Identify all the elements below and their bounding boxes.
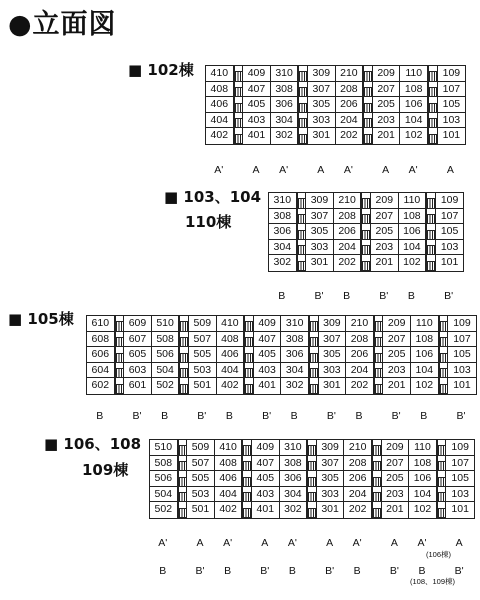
unit-cell: 404 (215, 487, 243, 503)
unit-cell: 108 (399, 209, 427, 225)
unit-cell: 204 (344, 487, 372, 503)
unit-cell: 205 (382, 471, 410, 487)
unit-cell: 301 (306, 255, 334, 271)
unit-type-label: A (252, 164, 260, 176)
unit-cell: 201 (371, 255, 399, 271)
unit-cell: 104 (400, 113, 428, 129)
unit-cell: 306 (271, 97, 299, 113)
unit-cell: 507 (187, 456, 215, 472)
unit-type-label: B' (197, 410, 207, 422)
unit-cell: 509 (187, 440, 215, 456)
page-title: ●立面図 (8, 9, 117, 40)
unit-type-label: B (355, 410, 363, 422)
building-grid (86, 315, 477, 395)
unit-cell: 401 (243, 128, 271, 144)
building-grid (205, 65, 466, 145)
unit-cell: 309 (306, 193, 334, 209)
unit-cell: 207 (383, 332, 411, 348)
building-label: ■ 102棟 (128, 61, 194, 79)
unit-cell: 402 (217, 378, 245, 394)
unit-cell: 408 (206, 82, 234, 98)
unit-cell: 209 (373, 66, 401, 82)
unit-cell: 203 (382, 487, 410, 503)
unit-type-label: B' (454, 565, 464, 577)
stairwell-shaft (234, 66, 244, 144)
unit-type-label: A (196, 537, 204, 549)
unit-type-label: B (278, 290, 286, 302)
stairwell-shaft (428, 66, 438, 144)
stairwell-shaft (437, 440, 447, 518)
unit-cell: 305 (317, 471, 345, 487)
unit-cell: 603 (124, 363, 152, 379)
unit-cell: 106 (409, 471, 437, 487)
stairwell-shaft (297, 193, 307, 271)
unit-cell: 102 (409, 502, 437, 518)
unit-cell: 101 (442, 129, 461, 142)
unit-cell: 301 (319, 378, 347, 394)
unit-cell: 103 (436, 240, 464, 256)
unit-type-label: A' (343, 164, 353, 176)
unit-cell: 304 (271, 113, 299, 129)
stairwell-shaft (309, 316, 319, 394)
unit-cell: 105 (448, 347, 476, 363)
unit-cell: 410 (215, 440, 243, 456)
unit-cell: 101 (440, 256, 459, 269)
unit-cell: 409 (243, 66, 271, 82)
unit-cell: 305 (308, 97, 336, 113)
building-label: 109棟 (82, 461, 129, 479)
unit-cell: 202 (334, 255, 362, 271)
stairwell-shaft (115, 316, 125, 394)
unit-type-label: B (420, 410, 428, 422)
unit-cell: 309 (317, 440, 345, 456)
unit-type-label: B' (444, 290, 454, 302)
unit-cell: 604 (87, 363, 115, 379)
unit-cell: 210 (336, 66, 364, 82)
unit-type-label: A (261, 537, 269, 549)
unit-cell: 206 (334, 224, 362, 240)
building-label: 110棟 (185, 213, 232, 231)
stairwell-shaft (363, 66, 373, 144)
unit-cell: 203 (383, 363, 411, 379)
unit-cell: 608 (87, 332, 115, 348)
unit-cell: 405 (254, 347, 282, 363)
unit-cell: 304 (280, 487, 308, 503)
unit-cell: 210 (334, 193, 362, 209)
unit-type-label: A (446, 164, 454, 176)
unit-cell: 206 (346, 347, 374, 363)
unit-type-label: B' (132, 410, 142, 422)
unit-cell: 406 (206, 97, 234, 113)
unit-cell: 110 (400, 66, 428, 82)
unit-cell: 410 (217, 316, 245, 332)
unit-cell: 201 (373, 128, 401, 144)
unit-cell: 405 (252, 471, 280, 487)
stairwell-shaft (178, 440, 188, 518)
unit-cell: 308 (281, 332, 309, 348)
unit-type-label: B' (325, 565, 335, 577)
unit-cell: 310 (271, 66, 299, 82)
unit-cell: 205 (371, 224, 399, 240)
stairwell-shaft (361, 193, 371, 271)
unit-cell: 303 (306, 240, 334, 256)
type-note: (108、109棟) (410, 577, 456, 586)
unit-cell: 504 (150, 487, 178, 503)
unit-cell: 407 (252, 456, 280, 472)
unit-type-label: B' (456, 410, 466, 422)
unit-cell: 303 (308, 113, 336, 129)
unit-type-label: A' (223, 537, 233, 549)
unit-type-label: B (407, 290, 415, 302)
unit-cell: 601 (124, 378, 152, 394)
unit-cell: 401 (254, 378, 282, 394)
stairwell-shaft (307, 440, 317, 518)
unit-cell: 208 (346, 332, 374, 348)
unit-cell: 205 (383, 347, 411, 363)
unit-cell: 203 (373, 113, 401, 129)
unit-type-label: A (390, 537, 398, 549)
unit-type-label: B (353, 565, 361, 577)
unit-cell: 308 (280, 456, 308, 472)
unit-cell: 109 (446, 440, 474, 456)
unit-cell: 306 (281, 347, 309, 363)
unit-cell: 203 (371, 240, 399, 256)
unit-cell: 209 (371, 193, 399, 209)
unit-cell: 410 (206, 66, 234, 82)
unit-cell: 110 (411, 316, 439, 332)
unit-type-label: B (343, 290, 351, 302)
unit-cell: 102 (399, 255, 427, 271)
unit-cell: 502 (150, 502, 178, 518)
unit-cell: 506 (152, 347, 180, 363)
unit-cell: 407 (243, 82, 271, 98)
unit-cell: 310 (281, 316, 309, 332)
unit-cell: 204 (346, 363, 374, 379)
unit-cell: 104 (411, 363, 439, 379)
unit-cell: 404 (206, 113, 234, 129)
unit-cell: 106 (400, 97, 428, 113)
unit-cell: 209 (383, 316, 411, 332)
unit-cell: 403 (252, 487, 280, 503)
unit-type-label: B' (379, 290, 389, 302)
unit-cell: 101 (453, 379, 471, 392)
unit-cell: 505 (187, 471, 215, 487)
unit-cell: 204 (334, 240, 362, 256)
unit-cell: 302 (271, 128, 299, 144)
unit-type-label: B (159, 565, 167, 577)
unit-cell: 508 (150, 456, 178, 472)
unit-type-label: A (326, 537, 334, 549)
unit-cell: 310 (280, 440, 308, 456)
unit-cell: 302 (280, 502, 308, 518)
unit-cell: 107 (446, 456, 474, 472)
stairwell-shaft (439, 316, 449, 394)
unit-type-label: B (96, 410, 104, 422)
unit-cell: 610 (87, 316, 115, 332)
unit-cell: 605 (124, 347, 152, 363)
unit-cell: 307 (306, 209, 334, 225)
unit-cell: 202 (346, 378, 374, 394)
stairwell-shaft (244, 316, 254, 394)
unit-cell: 207 (371, 209, 399, 225)
building-grid (149, 439, 475, 519)
unit-cell: 108 (411, 332, 439, 348)
unit-cell: 305 (319, 347, 347, 363)
unit-cell: 106 (399, 224, 427, 240)
unit-cell: 309 (319, 316, 347, 332)
unit-cell: 304 (269, 240, 297, 256)
unit-cell: 206 (336, 97, 364, 113)
unit-cell: 210 (346, 316, 374, 332)
unit-cell: 408 (215, 456, 243, 472)
unit-type-label: B (288, 565, 296, 577)
unit-cell: 105 (436, 224, 464, 240)
unit-cell: 504 (152, 363, 180, 379)
unit-cell: 506 (150, 471, 178, 487)
unit-cell: 508 (152, 332, 180, 348)
unit-cell: 209 (382, 440, 410, 456)
unit-cell: 505 (189, 347, 217, 363)
unit-cell: 309 (308, 66, 336, 82)
unit-cell: 102 (400, 128, 428, 144)
unit-type-label: A' (214, 164, 224, 176)
unit-cell: 210 (344, 440, 372, 456)
unit-cell: 408 (217, 332, 245, 348)
unit-cell: 609 (124, 316, 152, 332)
unit-cell: 307 (308, 82, 336, 98)
unit-cell: 206 (344, 471, 372, 487)
unit-cell: 503 (187, 487, 215, 503)
unit-cell: 606 (87, 347, 115, 363)
unit-type-label: B' (260, 565, 270, 577)
unit-cell: 401 (252, 502, 280, 518)
unit-type-label: A (382, 164, 390, 176)
unit-cell: 205 (373, 97, 401, 113)
building-label: ■ 106、108 (44, 435, 142, 453)
unit-cell: 403 (254, 363, 282, 379)
stairwell-shaft (242, 440, 252, 518)
unit-cell: 201 (383, 378, 411, 394)
unit-cell: 301 (308, 128, 336, 144)
stairwell-shaft (374, 316, 384, 394)
unit-cell: 104 (399, 240, 427, 256)
unit-cell: 302 (269, 255, 297, 271)
unit-cell: 308 (271, 82, 299, 98)
unit-cell: 301 (317, 502, 345, 518)
unit-cell: 406 (217, 347, 245, 363)
unit-type-label: A' (417, 537, 427, 549)
unit-cell: 509 (189, 316, 217, 332)
unit-cell: 109 (436, 193, 464, 209)
unit-type-label: B' (262, 410, 272, 422)
unit-cell: 208 (336, 82, 364, 98)
building-label: ■ 103、104 (164, 188, 262, 206)
unit-cell: 403 (243, 113, 271, 129)
unit-cell: 109 (448, 316, 476, 332)
unit-cell: 107 (436, 209, 464, 225)
unit-type-label: A' (352, 537, 362, 549)
unit-cell: 103 (446, 487, 474, 503)
unit-type-label: B (161, 410, 169, 422)
unit-cell: 607 (124, 332, 152, 348)
unit-cell: 404 (217, 363, 245, 379)
building-grid (268, 192, 464, 272)
unit-type-label: A' (287, 537, 297, 549)
unit-type-label: B (290, 410, 298, 422)
unit-cell: 107 (448, 332, 476, 348)
unit-cell: 302 (281, 378, 309, 394)
unit-cell: 409 (254, 316, 282, 332)
unit-type-label: A' (408, 164, 418, 176)
unit-type-label: B (224, 565, 232, 577)
unit-cell: 305 (306, 224, 334, 240)
unit-cell: 202 (344, 502, 372, 518)
unit-type-label: B (225, 410, 233, 422)
unit-cell: 303 (317, 487, 345, 503)
unit-cell: 208 (344, 456, 372, 472)
unit-cell: 108 (409, 456, 437, 472)
unit-cell: 507 (189, 332, 217, 348)
unit-type-label: B' (389, 565, 399, 577)
unit-cell: 310 (269, 193, 297, 209)
unit-cell: 402 (206, 128, 234, 144)
stairwell-shaft (179, 316, 189, 394)
unit-cell: 107 (438, 82, 466, 98)
unit-cell: 402 (215, 502, 243, 518)
unit-cell: 101 (451, 503, 469, 516)
unit-cell: 406 (215, 471, 243, 487)
unit-cell: 103 (438, 113, 466, 129)
unit-cell: 510 (152, 316, 180, 332)
unit-cell: 303 (319, 363, 347, 379)
unit-cell: 201 (382, 502, 410, 518)
unit-type-label: A (317, 164, 325, 176)
stairwell-shaft (298, 66, 308, 144)
unit-cell: 602 (87, 378, 115, 394)
unit-cell: 405 (243, 97, 271, 113)
unit-cell: 510 (150, 440, 178, 456)
unit-cell: 306 (269, 224, 297, 240)
unit-cell: 105 (438, 97, 466, 113)
type-note: (106棟) (426, 550, 452, 559)
unit-cell: 502 (152, 378, 180, 394)
unit-cell: 207 (382, 456, 410, 472)
unit-type-label: B' (195, 565, 205, 577)
unit-cell: 207 (373, 82, 401, 98)
unit-cell: 110 (409, 440, 437, 456)
unit-cell: 104 (409, 487, 437, 503)
unit-cell: 307 (317, 456, 345, 472)
unit-cell: 501 (189, 378, 217, 394)
building-label: ■ 105棟 (8, 310, 74, 328)
unit-type-label: B' (314, 290, 324, 302)
unit-cell: 110 (399, 193, 427, 209)
unit-cell: 306 (280, 471, 308, 487)
unit-cell: 407 (254, 332, 282, 348)
unit-cell: 208 (334, 209, 362, 225)
unit-cell: 204 (336, 113, 364, 129)
unit-cell: 102 (411, 378, 439, 394)
unit-cell: 109 (438, 66, 466, 82)
unit-cell: 105 (446, 471, 474, 487)
unit-type-label: B (418, 565, 426, 577)
unit-cell: 106 (411, 347, 439, 363)
stairwell-shaft (426, 193, 436, 271)
unit-cell: 108 (400, 82, 428, 98)
unit-cell: 103 (448, 363, 476, 379)
unit-cell: 307 (319, 332, 347, 348)
unit-cell: 409 (252, 440, 280, 456)
unit-type-label: B' (326, 410, 336, 422)
unit-cell: 308 (269, 209, 297, 225)
unit-cell: 501 (187, 502, 215, 518)
unit-cell: 503 (189, 363, 217, 379)
unit-type-label: B' (391, 410, 401, 422)
unit-type-label: A (455, 537, 463, 549)
unit-type-label: A' (279, 164, 289, 176)
unit-cell: 202 (336, 128, 364, 144)
stairwell-shaft (372, 440, 382, 518)
unit-cell: 304 (281, 363, 309, 379)
unit-type-label: A' (158, 537, 168, 549)
